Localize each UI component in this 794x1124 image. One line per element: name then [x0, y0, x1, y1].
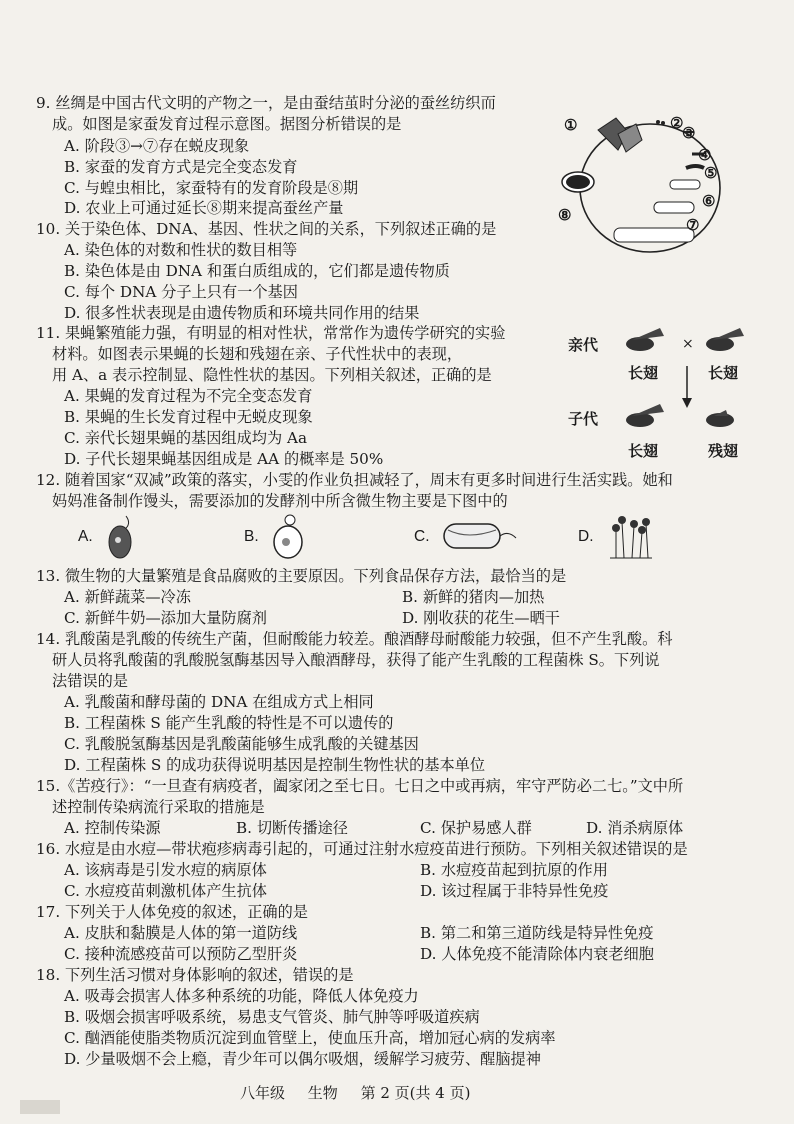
silkworm-lifecycle-figure	[558, 110, 738, 260]
footer-subject: 生物	[307, 1084, 338, 1102]
mold-icon	[606, 512, 656, 562]
q17-stem: 17. 下列关于人体免疫的叙述，正确的是	[36, 903, 308, 921]
q17-option-a: A. 皮肤和黏膜是人体的第一道防线	[64, 924, 298, 942]
q12-choice-c-label: C.	[414, 528, 430, 545]
fly-child-left-icon	[620, 402, 668, 432]
q12-choice-d-label: D.	[578, 528, 594, 545]
euglena-icon	[100, 512, 140, 562]
q13-option-c: C. 新鲜牛奶—添加大量防腐剂	[64, 609, 267, 627]
q17-option-d: D. 人体免疫不能清除体内衰老细胞	[420, 945, 654, 963]
q15-option-a: A. 控制传染源	[64, 819, 161, 837]
q13-option-a: A. 新鲜蔬菜—冷冻	[64, 588, 191, 606]
fly-child-right-icon	[700, 402, 748, 432]
cross-symbol: ×	[682, 336, 694, 352]
q12-choice-a-label: A.	[78, 528, 93, 545]
q17-option-b: B. 第二和第三道防线是特异性免疫	[420, 924, 654, 942]
q12-choice-images	[74, 512, 774, 562]
fly-parent-right-icon	[700, 326, 748, 356]
q13-option-d: D. 刚收获的花生—晒干	[402, 609, 560, 627]
q9-option-c: C. 与蝗虫相比，家蚕特有的发育阶段是⑧期	[64, 179, 359, 197]
q14-stem-line1: 14. 乳酸菌是乳酸的传统生产菌，但耐酸能力较差。酿酒酵母耐酸能力较强，但不产生乳酸。科	[36, 630, 673, 648]
child-generation-label: 子代	[568, 410, 599, 428]
q14-option-a: A. 乳酸菌和酵母菌的 DNA 在组成方式上相同	[64, 693, 374, 711]
stage-label-2: ②	[670, 114, 684, 132]
stage-label-6: ⑥	[702, 192, 716, 210]
q12-choice-b-label: B.	[244, 528, 259, 545]
q15-stem-line1: 15.《苦疫行》：“一旦查有病疫者，阖家闭之至七日。七日之中或再病，牢守严防必二七。”文中所	[36, 777, 684, 795]
fruitfly-inheritance-figure	[562, 322, 752, 462]
q15-option-d: D. 消杀病原体	[586, 819, 684, 837]
q16-option-c: C. 水痘疫苗刺激机体产生抗体	[64, 882, 267, 900]
q18-option-d: D. 少量吸烟不会上瘾，青少年可以偶尔吸烟，缓解学习疲劳、醒脑提神	[64, 1050, 541, 1068]
q14-option-d: D. 工程菌株 S 的成功获得说明基因是控制生物性状的基本单位	[64, 756, 486, 774]
parent-left-trait: 长翅	[628, 364, 659, 382]
stage-label-7: ⑦	[686, 216, 700, 234]
q15-stem-line2: 述控制传染病流行采取的措施是	[52, 798, 265, 816]
q18-stem: 18. 下列生活习惯对身体影响的叙述，错误的是	[36, 966, 354, 984]
q9-option-d: D. 农业上可通过延长⑧期来提高蚕丝产量	[64, 199, 344, 217]
footer-page-number: 第 2 页(共 4 页)	[360, 1084, 471, 1102]
q16-stem: 16. 水痘是由水痘—带状疱疹病毒引起的，可通过注射水痘疫苗进行预防。下列相关叙述错误的是	[36, 840, 688, 858]
q12-stem-line1: 12. 随着国家“双减”政策的落实，小雯的作业负担减轻了，周末有更多时间进行生活实践。她和	[36, 471, 673, 489]
down-arrow-icon	[680, 366, 694, 410]
scan-smudge	[20, 1100, 60, 1114]
page-footer	[240, 1082, 488, 1103]
q9-option-b: B. 家蚕的发育方式是完全变态发育	[64, 158, 298, 176]
stage-label-5: ⑤	[704, 164, 718, 182]
q14-stem-line3: 法错误的是	[52, 672, 128, 690]
footer-grade: 八年级	[240, 1084, 286, 1102]
q16-option-b: B. 水痘疫苗起到抗原的作用	[420, 861, 608, 879]
q11-stem-line2: 材料。如图表示果蝇的长翅和残翅在亲、子代性状中的表现，	[52, 345, 463, 363]
yeast-icon	[268, 512, 308, 562]
q13-option-b: B. 新鲜的猪肉—加热	[402, 588, 545, 606]
q17-option-c: C. 接种流感疫苗可以预防乙型肝炎	[64, 945, 298, 963]
q10-option-b: B. 染色体是由 DNA 和蛋白质组成的，它们都是遗传物质	[64, 262, 450, 280]
q14-option-b: B. 工程菌株 S 能产生乳酸的特性是不可以遗传的	[64, 714, 394, 732]
q15-option-c: C. 保护易感人群	[420, 819, 532, 837]
q9-stem-line1: 9. 丝绸是中国古代文明的产物之一，是由蚕结茧时分泌的蚕丝纺织而	[36, 94, 496, 112]
q14-option-c: C. 乳酸脱氢酶基因是乳酸菌能够生成乳酸的关键基因	[64, 735, 419, 753]
q16-option-d: D. 该过程属于非特异性免疫	[420, 882, 609, 900]
parent-generation-label: 亲代	[568, 336, 599, 354]
q15-option-b: B. 切断传播途径	[236, 819, 348, 837]
q9-stem-line2: 成。如图是家蚕发育过程示意图。据图分析错误的是	[52, 115, 402, 133]
q12-stem-line2: 妈妈准备制作馒头，需要添加的发酵剂中所含微生物主要是下图中的	[52, 492, 508, 510]
fly-parent-left-icon	[620, 326, 668, 356]
q10-option-a: A. 染色体的对数和性状的数目相等	[64, 241, 298, 259]
q14-stem-line2: 研人员将乳酸菌的乳酸脱氢酶基因导入酿酒酵母，获得了能产生乳酸的工程菌株 S。下列说	[52, 651, 660, 669]
q11-option-d: D. 子代长翅果蝇基因组成是 AA 的概率是 50%	[64, 450, 384, 468]
q10-stem: 10. 关于染色体、DNA、基因、性状之间的关系，下列叙述正确的是	[36, 220, 497, 238]
stage-label-1: ①	[564, 116, 578, 134]
q10-option-c: C. 每个 DNA 分子上只有一个基因	[64, 283, 298, 301]
stage-label-8: ⑧	[558, 206, 572, 224]
q16-option-a: A. 该病毒是引发水痘的病原体	[64, 861, 267, 879]
child-left-trait: 长翅	[628, 442, 659, 460]
q13-stem: 13. 微生物的大量繁殖是食品腐败的主要原因。下列食品保存方法，最恰当的是	[36, 567, 567, 585]
stage-label-3: ③	[682, 124, 696, 142]
q18-option-c: C. 酗酒能使脂类物质沉淀到血管壁上，使血压升高，增加冠心病的发病率	[64, 1029, 556, 1047]
bacterium-icon	[440, 516, 520, 556]
q18-option-b: B. 吸烟会损害呼吸系统，易患支气管炎、肺气肿等呼吸道疾病	[64, 1008, 480, 1026]
stage-label-4: ④	[698, 146, 712, 164]
child-right-trait: 残翅	[708, 442, 739, 460]
q11-stem-line3: 用 A、a 表示控制显、隐性性状的基因。下列相关叙述，正确的是	[52, 366, 492, 384]
parent-right-trait: 长翅	[708, 364, 739, 382]
q11-option-c: C. 亲代长翅果蝇的基因组成均为 Aa	[64, 429, 308, 447]
q9-option-a: A. 阶段③→⑦存在蜕皮现象	[64, 137, 250, 155]
silkworm-cycle-svg	[558, 110, 738, 260]
q18-option-a: A. 吸毒会损害人体多种系统的功能，降低人体免疫力	[64, 987, 419, 1005]
q11-stem-line1: 11. 果蝇繁殖能力强，有明显的相对性状，常常作为遗传学研究的实验	[36, 324, 506, 342]
q11-option-a: A. 果蝇的发育过程为不完全变态发育	[64, 387, 313, 405]
q10-option-d: D. 很多性状表现是由遗传物质和环境共同作用的结果	[64, 304, 420, 322]
q11-option-b: B. 果蝇的生长发育过程中无蜕皮现象	[64, 408, 313, 426]
